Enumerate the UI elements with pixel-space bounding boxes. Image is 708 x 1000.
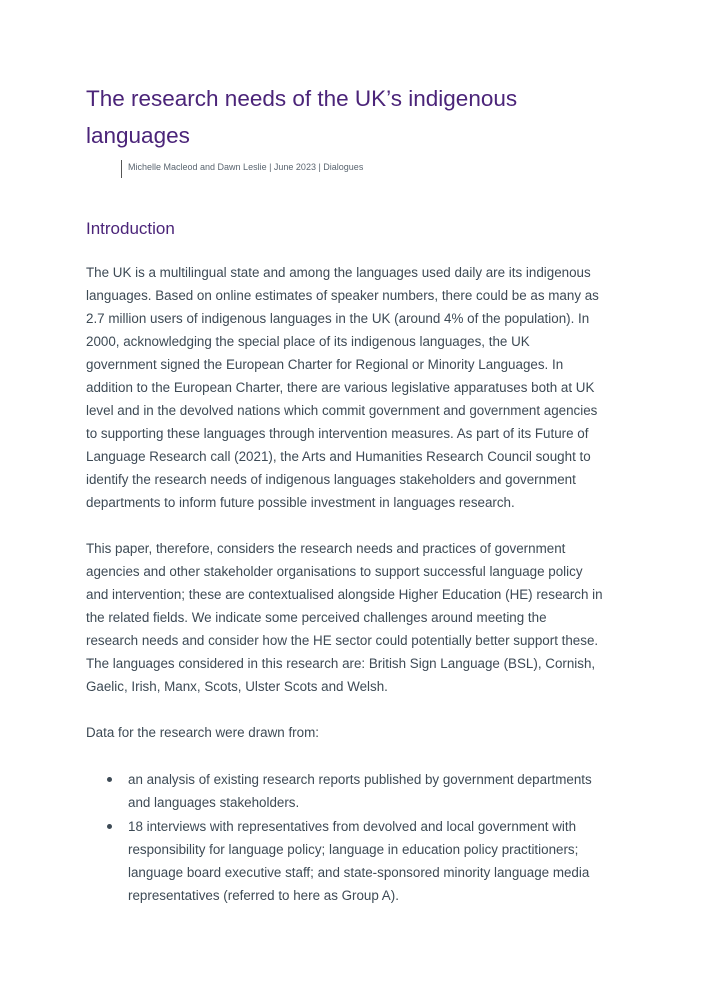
- text-line: and intervention; these are contextualised alongside Higher Education (HE) research in: [86, 587, 603, 602]
- text-line: responsibility for language policy; language in education policy practitioners;: [128, 841, 579, 857]
- title-line: languages: [86, 123, 190, 148]
- paragraph-3: [86, 721, 319, 744]
- text-line: the related fields. We indicate some perceived challenges around meeting the: [86, 610, 547, 625]
- bullet-icon: [107, 824, 112, 829]
- text-line: The languages considered in this research are: British Sign Language (BSL), Cornish,: [86, 656, 596, 671]
- paragraph-1: [86, 261, 599, 514]
- text-line: 2000, acknowledging the special place of its indigenous languages, the UK: [86, 334, 530, 349]
- text-line: an analysis of existing research reports published by government departments: [128, 772, 592, 787]
- byline: Michelle Macleod and Dawn Leslie | June 2023 | Dialogues: [121, 160, 363, 178]
- text-line: language board executive staff; and state-sponsored minority language media: [128, 865, 590, 881]
- list-item: [86, 768, 592, 815]
- text-line: identify the research needs of indigenous languages stakeholders and government: [86, 472, 576, 487]
- text-line: representatives (referred to here as Group A).: [128, 888, 399, 904]
- bullet-icon: [107, 777, 112, 782]
- text-line: departments to inform future possible investment in languages research.: [86, 495, 515, 510]
- section-heading: Introduction: [86, 219, 175, 238]
- text-line: 18 interviews with representatives from devolved and local government with: [128, 818, 577, 834]
- bullet-list: [86, 768, 592, 908]
- text-line: This paper, therefore, considers the research needs and practices of government: [86, 541, 566, 556]
- text-line: government signed the European Charter for Regional or Minority Languages. In: [86, 357, 564, 372]
- list-item: [86, 815, 592, 908]
- text-line: level and in the devolved nations which commit government and government agencies: [86, 403, 598, 418]
- text-line: to supporting these languages through intervention measures. As part of its Future of: [86, 426, 589, 441]
- text-line: and languages stakeholders.: [128, 795, 300, 811]
- text-line: addition to the European Charter, there are various legislative apparatuses both at UK: [86, 380, 595, 395]
- text-line: Gaelic, Irish, Manx, Scots, Ulster Scots and Welsh.: [86, 679, 388, 694]
- paragraph-2: [86, 537, 603, 698]
- text-line: languages. Based on online estimates of speaker numbers, there could be as many as: [86, 288, 599, 303]
- text-line: Language Research call (2021), the Arts and Humanities Research Council sought to: [86, 449, 591, 464]
- text-line: agencies and other stakeholder organisations to support successful language policy: [86, 564, 583, 579]
- text-line: Data for the research were drawn from:: [86, 725, 319, 740]
- text-line: 2.7 million users of indigenous languages in the UK (around 4% of the population). In: [86, 311, 590, 326]
- title-line: The research needs of the UK’s indigenous: [86, 86, 518, 111]
- page-title: [86, 80, 517, 154]
- text-line: The UK is a multilingual state and among the languages used daily are its indigenous: [86, 265, 591, 280]
- text-line: research needs and consider how the HE sector could potentially better support these.: [86, 633, 599, 648]
